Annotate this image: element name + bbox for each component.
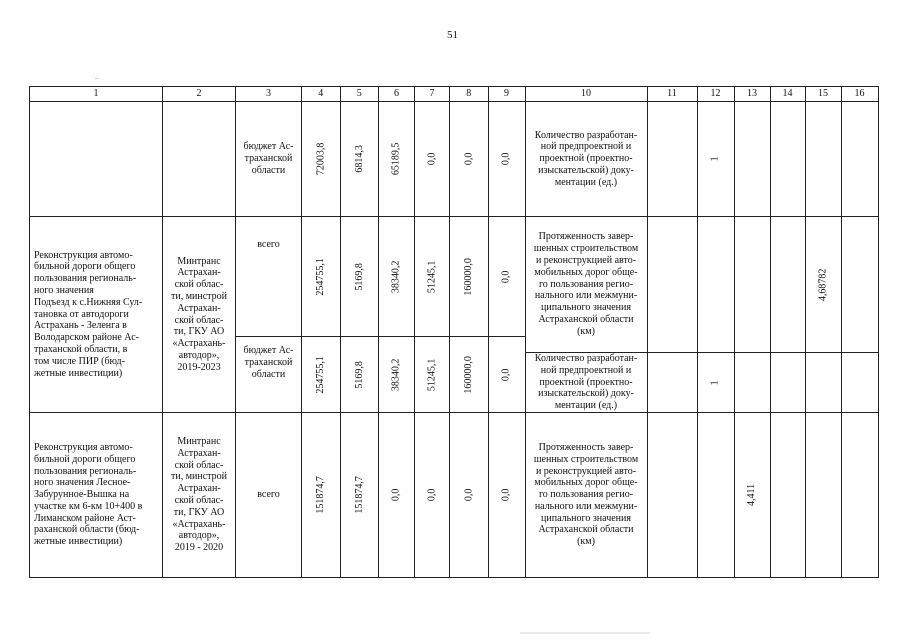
amount-cell: 0,0 (415, 413, 450, 578)
table-row (30, 217, 879, 337)
col-header: 3 (236, 87, 302, 102)
col-header: 4 (302, 87, 341, 102)
executor-cell (163, 102, 236, 217)
indicator-value-cell (697, 413, 734, 578)
amount-cell: 0,0 (488, 102, 525, 217)
indicator-value-cell (734, 353, 770, 413)
scan-mark (95, 78, 99, 79)
project-name-cell: Реконструкция автомо- бильной дороги общего пользования региональ- ного значения Лесное- Забурунное-Вышка на участке км 6-км 10+400 в Лиманском районе Аст- раханской области (бюд- жетные инвестиции) (30, 413, 163, 578)
amount-cell: 0,0 (415, 102, 450, 217)
col-header: 14 (770, 87, 805, 102)
amount-cell: 51245,1 (415, 217, 450, 337)
indicator-value-cell (841, 353, 878, 413)
amount-cell: 160000,0 (450, 337, 489, 413)
indicator-value-cell (770, 217, 805, 353)
funding-source-cell: бюджет Ас- траханской области (236, 337, 302, 413)
executor-cell: Минтранс Астрахан- ской облас- ти, минстрой Астрахан- ской облас- ти, ГКУ АО «Астрахань- автодор», 2019-2023 (163, 217, 236, 413)
amount-cell: 254755,1 (302, 217, 341, 337)
indicator-cell: Протяженность завер- шенных строительством и реконструкцией авто- мобильных дорог обще- го пользования регио- нального или межмуни- ципального значения Астраханской области (км) (525, 217, 647, 353)
amount-cell: 160000,0 (450, 217, 489, 337)
indicator-value-cell (770, 102, 805, 217)
funding-source-cell: бюджет Ас- траханской области (236, 102, 302, 217)
amount-cell: 65189,5 (379, 102, 415, 217)
amount-cell: 38340,2 (379, 337, 415, 413)
amount-cell: 0,0 (450, 102, 489, 217)
indicator-value-cell (770, 413, 805, 578)
indicator-value-cell: 1 (697, 102, 734, 217)
project-name-cell (30, 102, 163, 217)
amount-cell: 0,0 (488, 337, 525, 413)
indicator-value-cell (734, 102, 770, 217)
executor-cell: Минтранс Астрахан- ской облас- ти, минстрой Астрахан- ской облас- ти, ГКУ АО «Астрахань- автодор», 2019 - 2020 (163, 413, 236, 578)
col-header: 11 (647, 87, 697, 102)
indicator-cell: Количество разработан- ной предпроектной и проектной (проектно- изыскательской) доку- ментации (ед.) (525, 102, 647, 217)
indicator-value-cell (805, 102, 841, 217)
indicator-value-cell (697, 217, 734, 353)
col-header: 10 (525, 87, 647, 102)
col-header: 12 (697, 87, 734, 102)
indicator-cell: Количество разработан- ной предпроектной и проектной (проектно- изыскательской) доку- ментации (ед.) (525, 353, 647, 413)
budget-table (29, 86, 879, 578)
scan-artifact (520, 632, 650, 634)
amount-cell: 0,0 (450, 413, 489, 578)
amount-cell: 254755,1 (302, 337, 341, 413)
col-header: 7 (415, 87, 450, 102)
indicator-value-cell (647, 217, 697, 353)
amount-cell: 5169,8 (340, 337, 379, 413)
amount-cell: 6814,3 (340, 102, 379, 217)
indicator-value-cell (841, 217, 878, 353)
col-header: 5 (340, 87, 379, 102)
indicator-value-cell: 4,411 (734, 413, 770, 578)
amount-cell: 72003,8 (302, 102, 341, 217)
col-header: 1 (30, 87, 163, 102)
col-header: 8 (450, 87, 489, 102)
indicator-value-cell (734, 217, 770, 353)
indicator-value-cell (805, 413, 841, 578)
amount-cell: 0,0 (488, 217, 525, 337)
indicator-value-cell (841, 102, 878, 217)
indicator-value-cell: 1 (697, 353, 734, 413)
table-row (30, 102, 879, 217)
header-row (30, 87, 879, 102)
table-row (30, 413, 879, 578)
funding-source-cell: всего (236, 413, 302, 578)
project-name-cell: Реконструкция автомо- бильной дороги общего пользования региональ- ного значения Подъезд к с.Нижняя Сул- тановка от автодороги Астрахань - Зеленга в Володарском районе Ас- траханской области, в том числе ПИР (бюд- жетные инвестиции) (30, 217, 163, 413)
amount-cell: 38340,2 (379, 217, 415, 337)
col-header: 9 (488, 87, 525, 102)
amount-cell: 0,0 (379, 413, 415, 578)
amount-cell: 151874,7 (302, 413, 341, 578)
amount-cell: 151874,7 (340, 413, 379, 578)
funding-source-cell: всего (236, 217, 302, 337)
col-header: 2 (163, 87, 236, 102)
indicator-value-cell (647, 353, 697, 413)
indicator-value-cell (770, 353, 805, 413)
indicator-value-cell (647, 413, 697, 578)
amount-cell: 5169,8 (340, 217, 379, 337)
amount-cell: 51245,1 (415, 337, 450, 413)
indicator-cell: Протяженность завер- шенных строительством и реконструкцией авто- мобильных дорог обще- го пользования регио- нального или межмуни- ципального значения Астраханской области (км) (525, 413, 647, 578)
indicator-value-cell: 4,68782 (805, 217, 841, 353)
indicator-value-cell (841, 413, 878, 578)
page-number: 51 (447, 29, 458, 41)
amount-cell: 0,0 (488, 413, 525, 578)
col-header: 15 (805, 87, 841, 102)
indicator-value-cell (647, 102, 697, 217)
col-header: 6 (379, 87, 415, 102)
col-header: 13 (734, 87, 770, 102)
col-header: 16 (841, 87, 878, 102)
indicator-value-cell (805, 353, 841, 413)
